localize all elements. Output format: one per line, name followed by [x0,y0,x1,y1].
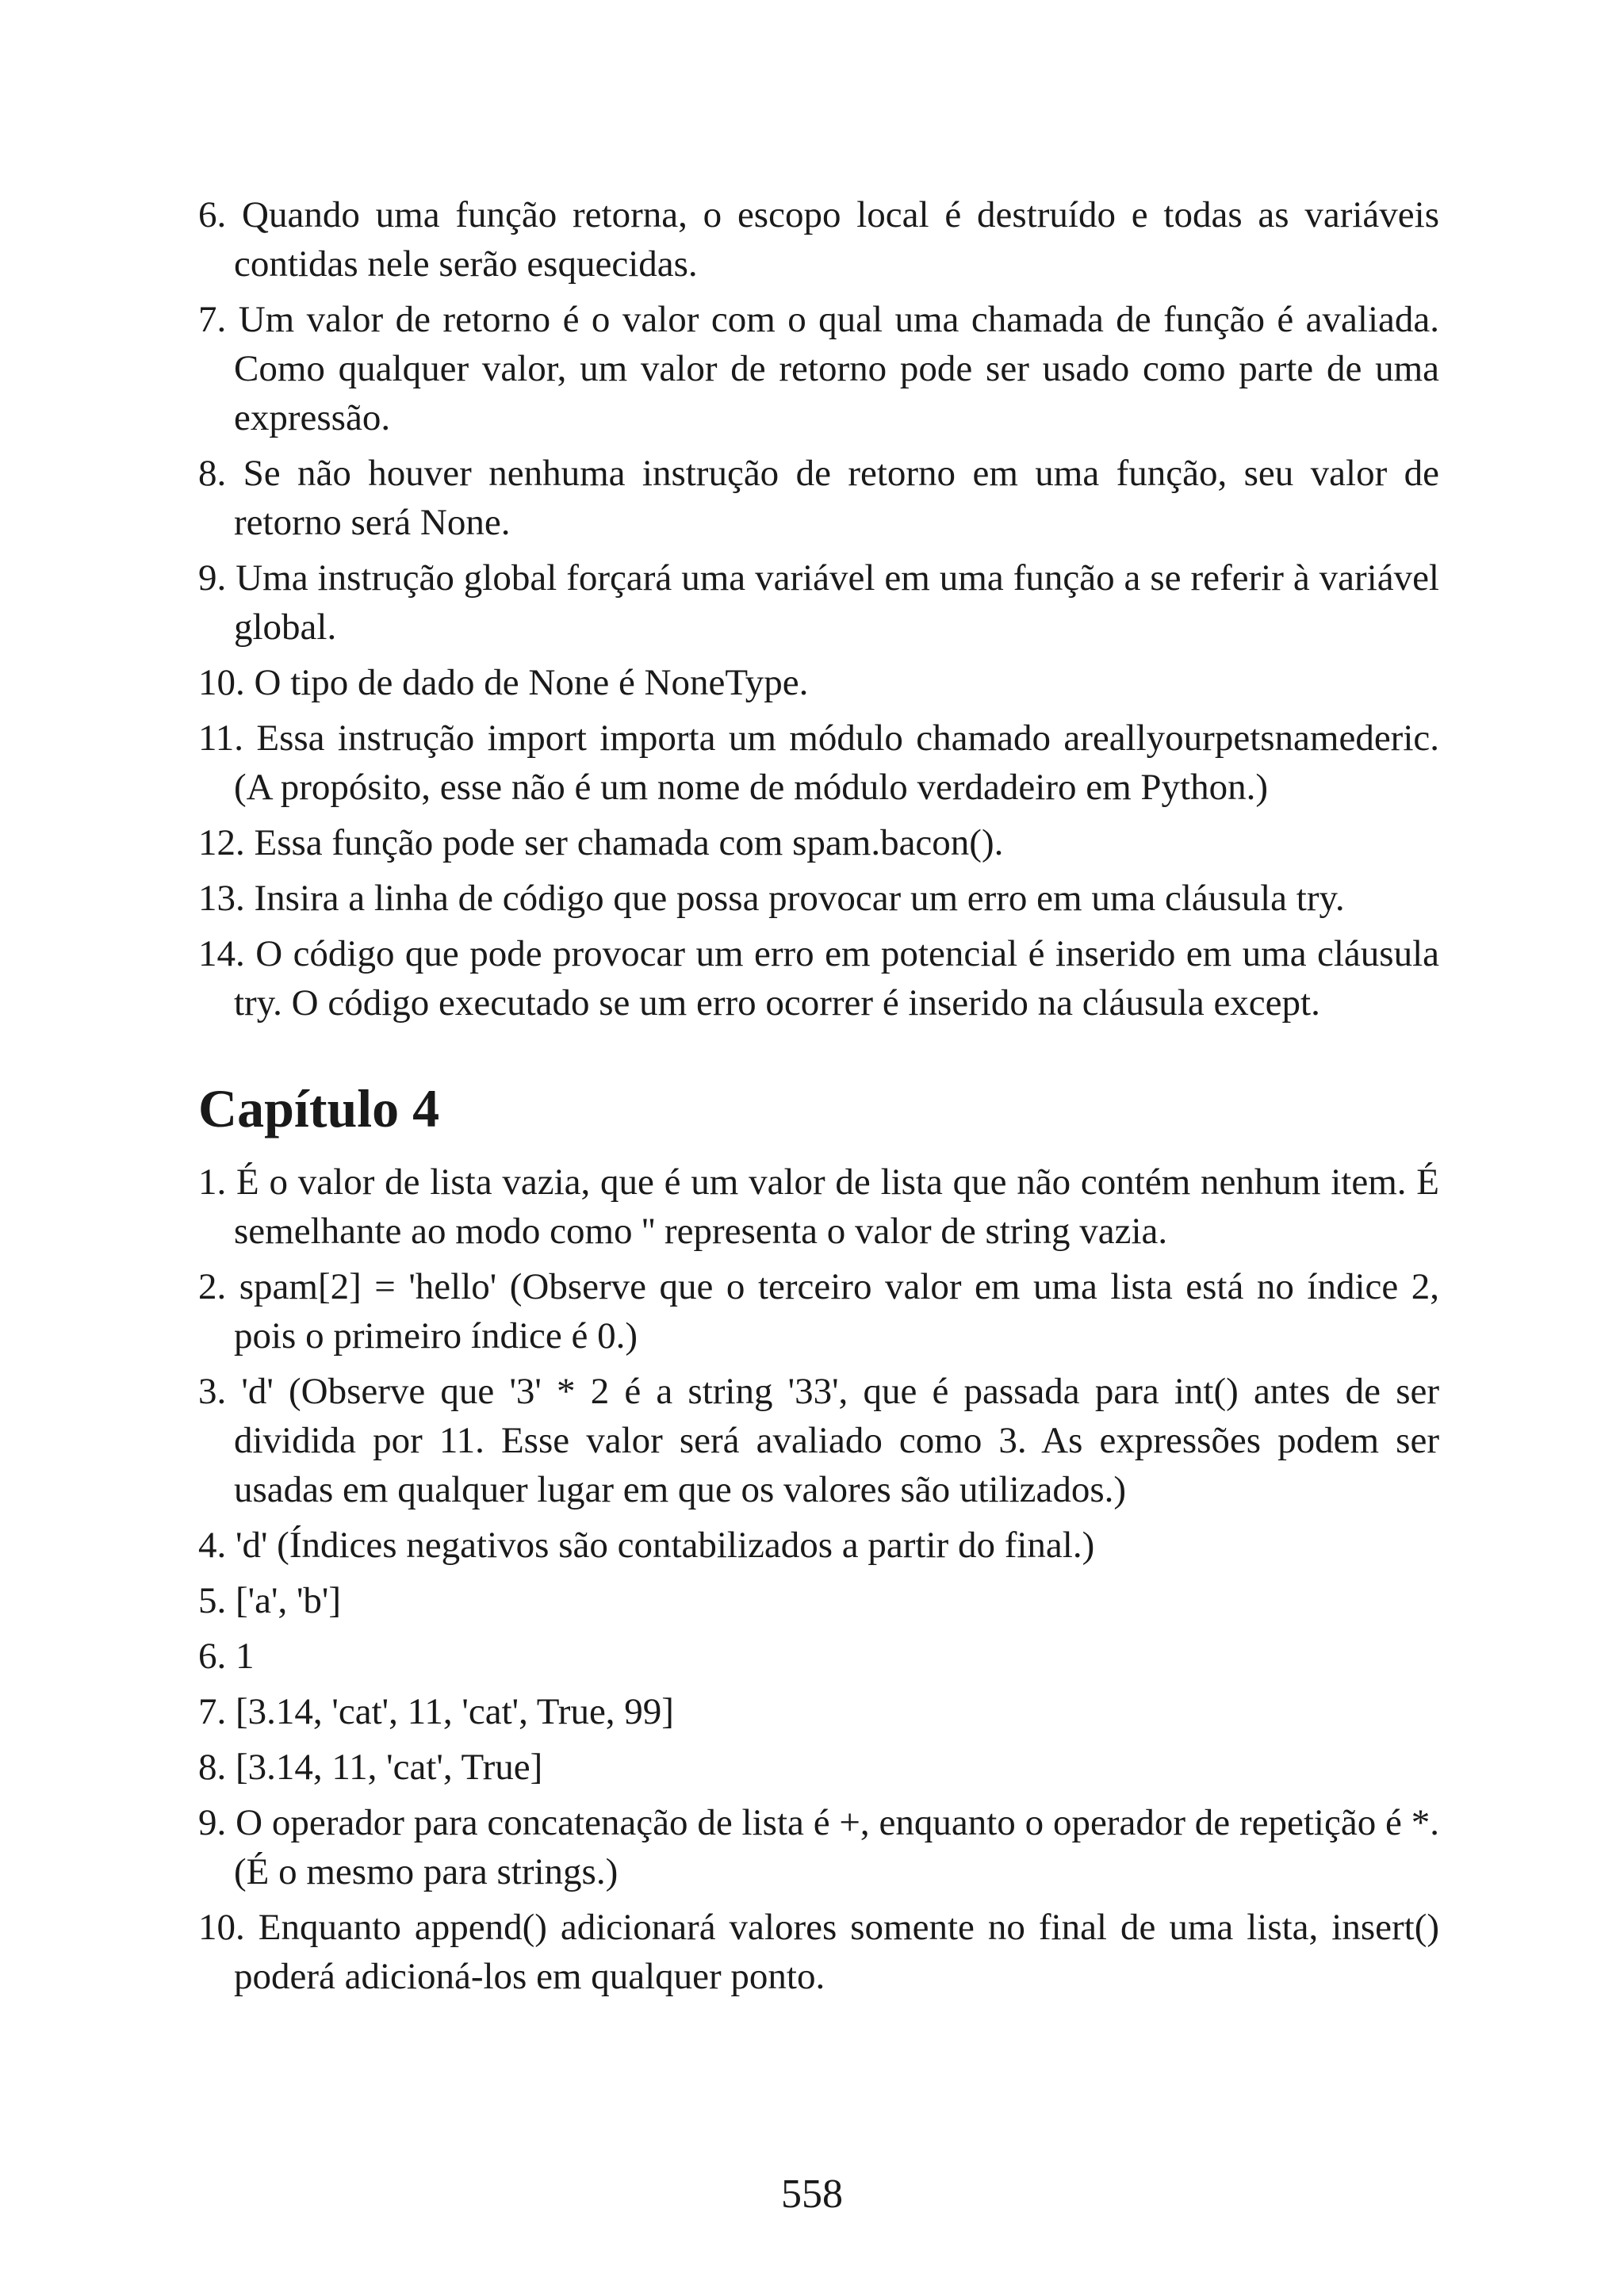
answer-item-12: 12. Essa função pode ser chamada com spam.bacon(). [198,822,1004,863]
answer-item-11: 11. Essa instrução import importa um módulo chamado areallyourpetsnamederic. (A propósito, esse não é um nome de módulo verdadeiro em Python.) [198,718,1439,808]
chapter-answer-1: 1. É o valor de lista vazia, que é um valor de lista que não contém nenhum item. É semelhante ao modo como '' representa o valor de string vazia. [198,1161,1439,1252]
answer-item-9: 9. Uma instrução global forçará uma variável em uma função a se referir à variável global. [198,557,1439,648]
answer-item-14: 14. O código que pode provocar um erro em potencial é inserido em uma cláusula try. O código executado se um erro ocorrer é inserido na cláusula except. [198,933,1439,1024]
chapter-heading: Capítulo 4 [198,1078,440,1138]
chapter-answer-6: 6. 1 [198,1636,255,1677]
answer-item-10: 10. O tipo de dado de None é NoneType. [198,662,809,703]
chapter-answer-9: 9. O operador para concatenação de lista é +, enquanto o operador de repetição é *. (É o mesmo para strings.) [198,1802,1439,1892]
chapter-answer-2: 2. spam[2] = 'hello' (Observe que o terceiro valor em uma lista está no índice 2, pois o primeiro índice é 0.) [198,1266,1439,1357]
page-content [198,190,1439,2007]
chapter-answer-10: 10. Enquanto append() adicionará valores somente no final de uma lista, insert() poderá adicioná-los em qualquer ponto. [198,1907,1439,1997]
chapter-answer-7: 7. [3.14, 'cat', 11, 'cat', True, 99] [198,1691,674,1732]
answer-item-6: 6. Quando uma função retorna, o escopo local é destruído e todas as variáveis contidas nele serão esquecidas. [198,194,1439,285]
answer-item-8: 8. Se não houver nenhuma instrução de retorno em uma função, seu valor de retorno será None. [198,453,1439,543]
page-number: 558 [781,2172,843,2217]
chapter-answer-3: 3. 'd' (Observe que '3' * 2 é a string '33', que é passada para int() antes de ser dividida por 11. Esse valor será avaliado como 3. As expressões podem ser usadas em qualquer lugar em que os valores são utilizados.) [198,1371,1439,1510]
chapter-answer-5: 5. ['a', 'b'] [198,1580,342,1621]
chapter-answer-4: 4. 'd' (Índices negativos são contabilizados a partir do final.) [198,1525,1095,1566]
chapter-answer-8: 8. [3.14, 11, 'cat', True] [198,1747,543,1788]
answer-item-13: 13. Insira a linha de código que possa provocar um erro em uma cláusula try. [198,878,1345,919]
answer-item-7: 7. Um valor de retorno é o valor com o qual uma chamada de função é avaliada. Como qualquer valor, um valor de retorno pode ser usado como parte de uma expressão. [198,299,1439,438]
